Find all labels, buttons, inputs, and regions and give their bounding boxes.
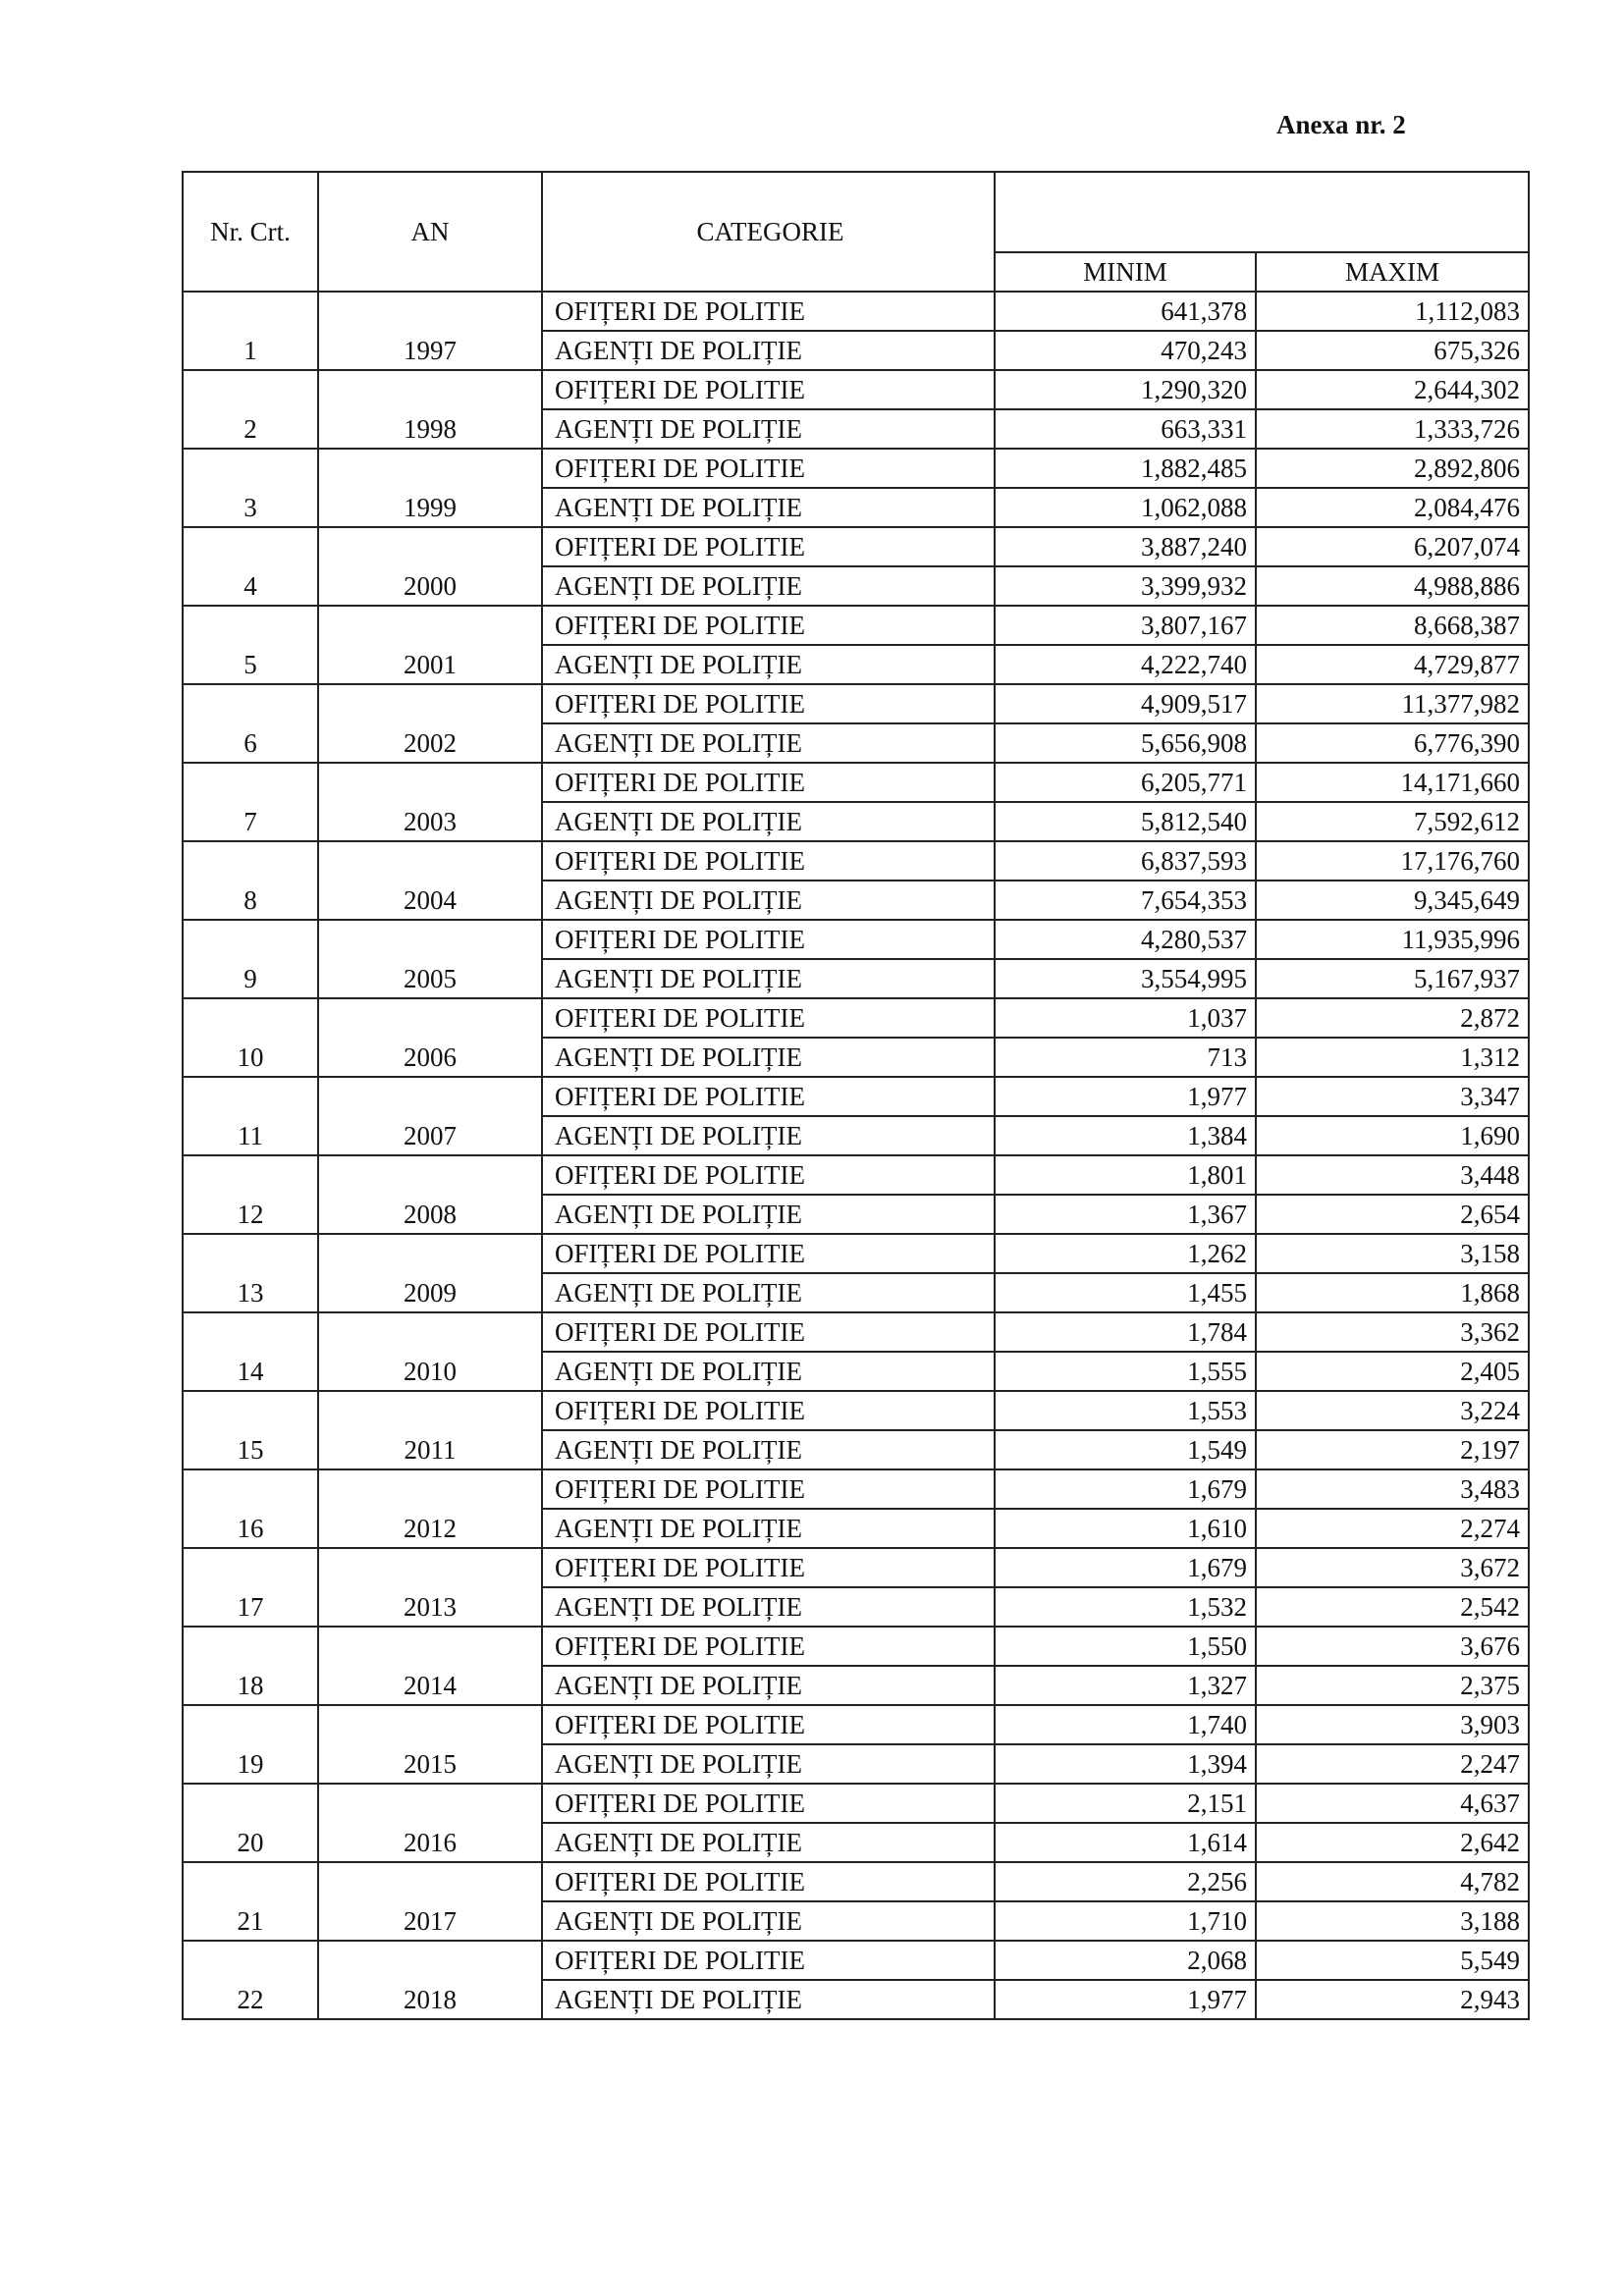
row-nr: 2 [183, 370, 318, 449]
annex-title: Anexa nr. 2 [1276, 110, 1406, 139]
ofiteri-minim: 2,256 [995, 1862, 1256, 1901]
category-ofiteri: OFIȚERI DE POLITIE [542, 1627, 995, 1666]
table-row [183, 1077, 1529, 1116]
ofiteri-minim: 1,784 [995, 1312, 1256, 1352]
category-agenti: AGENȚI DE POLIȚIE [542, 1901, 995, 1941]
category-ofiteri: OFIȚERI DE POLITIE [542, 1155, 995, 1195]
header-nr: Nr. Crt. [183, 172, 318, 292]
row-nr: 17 [183, 1548, 318, 1627]
ofiteri-minim: 4,909,517 [995, 684, 1256, 723]
agenti-minim: 1,062,088 [995, 488, 1256, 527]
row-nr: 3 [183, 449, 318, 527]
table-row [183, 1627, 1529, 1666]
ofiteri-maxim: 2,644,302 [1256, 370, 1529, 409]
category-agenti: AGENȚI DE POLIȚIE [542, 1038, 995, 1077]
table-row [183, 1234, 1529, 1273]
table-row [183, 449, 1529, 488]
row-year: 2003 [318, 763, 542, 841]
category-ofiteri: OFIȚERI DE POLITIE [542, 1391, 995, 1430]
ofiteri-maxim: 3,903 [1256, 1705, 1529, 1744]
ofiteri-minim: 3,807,167 [995, 606, 1256, 645]
agenti-minim: 4,222,740 [995, 645, 1256, 684]
category-agenti: AGENȚI DE POLIȚIE [542, 1116, 995, 1155]
ofiteri-minim: 1,553 [995, 1391, 1256, 1430]
row-year: 2010 [318, 1312, 542, 1391]
ofiteri-minim: 3,887,240 [995, 527, 1256, 566]
row-year: 1998 [318, 370, 542, 449]
table-row [183, 1784, 1529, 1823]
table-row [183, 1312, 1529, 1352]
category-agenti: AGENȚI DE POLIȚIE [542, 1587, 995, 1627]
agenti-minim: 470,243 [995, 331, 1256, 370]
row-nr: 9 [183, 920, 318, 998]
table-row [183, 998, 1529, 1038]
agenti-maxim: 7,592,612 [1256, 802, 1529, 841]
row-year: 1999 [318, 449, 542, 527]
row-year: 2017 [318, 1862, 542, 1941]
ofiteri-minim: 4,280,537 [995, 920, 1256, 959]
ofiteri-minim: 1,262 [995, 1234, 1256, 1273]
ofiteri-minim: 1,550 [995, 1627, 1256, 1666]
agenti-maxim: 2,197 [1256, 1430, 1529, 1469]
category-ofiteri: OFIȚERI DE POLITIE [542, 449, 995, 488]
row-year: 2014 [318, 1627, 542, 1705]
ofiteri-maxim: 3,448 [1256, 1155, 1529, 1195]
agenti-maxim: 4,988,886 [1256, 566, 1529, 606]
header-maxim: MAXIM [1256, 252, 1529, 292]
ofiteri-maxim: 3,362 [1256, 1312, 1529, 1352]
header-an: AN [318, 172, 542, 292]
category-agenti: AGENȚI DE POLIȚIE [542, 331, 995, 370]
table-row [183, 1941, 1529, 1980]
category-agenti: AGENȚI DE POLIȚIE [542, 488, 995, 527]
row-nr: 16 [183, 1469, 318, 1548]
table-row [183, 370, 1529, 409]
ofiteri-minim: 1,801 [995, 1155, 1256, 1195]
row-year: 2015 [318, 1705, 542, 1784]
row-nr: 19 [183, 1705, 318, 1784]
ofiteri-maxim: 11,935,996 [1256, 920, 1529, 959]
row-nr: 15 [183, 1391, 318, 1469]
agenti-minim: 3,554,995 [995, 959, 1256, 998]
agenti-minim: 5,812,540 [995, 802, 1256, 841]
category-agenti: AGENȚI DE POLIȚIE [542, 802, 995, 841]
row-year: 1997 [318, 292, 542, 370]
row-year: 2004 [318, 841, 542, 920]
category-ofiteri: OFIȚERI DE POLITIE [542, 527, 995, 566]
row-year: 2018 [318, 1941, 542, 2019]
category-ofiteri: OFIȚERI DE POLITIE [542, 1941, 995, 1980]
header-minim: MINIM [995, 252, 1256, 292]
ofiteri-maxim: 14,171,660 [1256, 763, 1529, 802]
row-nr: 10 [183, 998, 318, 1077]
row-nr: 21 [183, 1862, 318, 1941]
category-agenti: AGENȚI DE POLIȚIE [542, 1823, 995, 1862]
row-nr: 8 [183, 841, 318, 920]
category-agenti: AGENȚI DE POLIȚIE [542, 1744, 995, 1784]
row-nr: 22 [183, 1941, 318, 2019]
row-year: 2000 [318, 527, 542, 606]
ofiteri-minim: 1,679 [995, 1469, 1256, 1509]
row-year: 2013 [318, 1548, 542, 1627]
row-year: 2005 [318, 920, 542, 998]
category-ofiteri: OFIȚERI DE POLITIE [542, 1705, 995, 1744]
table-row [183, 1705, 1529, 1744]
agenti-minim: 1,614 [995, 1823, 1256, 1862]
agenti-maxim: 6,776,390 [1256, 723, 1529, 763]
ofiteri-maxim: 17,176,760 [1256, 841, 1529, 881]
row-year: 2009 [318, 1234, 542, 1312]
row-nr: 11 [183, 1077, 318, 1155]
category-agenti: AGENȚI DE POLIȚIE [542, 1666, 995, 1705]
table-row [183, 1155, 1529, 1195]
row-nr: 12 [183, 1155, 318, 1234]
category-agenti: AGENȚI DE POLIȚIE [542, 723, 995, 763]
table-row [183, 763, 1529, 802]
row-year: 2007 [318, 1077, 542, 1155]
agenti-minim: 1,610 [995, 1509, 1256, 1548]
category-ofiteri: OFIȚERI DE POLITIE [542, 920, 995, 959]
row-nr: 1 [183, 292, 318, 370]
category-agenti: AGENȚI DE POLIȚIE [542, 959, 995, 998]
ofiteri-maxim: 4,637 [1256, 1784, 1529, 1823]
category-ofiteri: OFIȚERI DE POLITIE [542, 370, 995, 409]
category-agenti: AGENȚI DE POLIȚIE [542, 1273, 995, 1312]
agenti-maxim: 5,167,937 [1256, 959, 1529, 998]
category-ofiteri: OFIȚERI DE POLITIE [542, 684, 995, 723]
category-ofiteri: OFIȚERI DE POLITIE [542, 1077, 995, 1116]
table-row [183, 1469, 1529, 1509]
category-ofiteri: OFIȚERI DE POLITIE [542, 763, 995, 802]
row-year: 2002 [318, 684, 542, 763]
category-agenti: AGENȚI DE POLIȚIE [542, 1509, 995, 1548]
agenti-maxim: 9,345,649 [1256, 881, 1529, 920]
agenti-maxim: 2,247 [1256, 1744, 1529, 1784]
agenti-minim: 1,549 [995, 1430, 1256, 1469]
ofiteri-maxim: 6,207,074 [1256, 527, 1529, 566]
ofiteri-minim: 2,151 [995, 1784, 1256, 1823]
category-ofiteri: OFIȚERI DE POLITIE [542, 292, 995, 331]
agenti-maxim: 2,084,476 [1256, 488, 1529, 527]
ofiteri-maxim: 3,158 [1256, 1234, 1529, 1273]
ofiteri-maxim: 11,377,982 [1256, 684, 1529, 723]
agenti-minim: 1,455 [995, 1273, 1256, 1312]
agenti-minim: 5,656,908 [995, 723, 1256, 763]
agenti-minim: 7,654,353 [995, 881, 1256, 920]
ofiteri-minim: 1,679 [995, 1548, 1256, 1587]
agenti-maxim: 2,405 [1256, 1352, 1529, 1391]
row-nr: 18 [183, 1627, 318, 1705]
table-row [183, 527, 1529, 566]
table-row [183, 684, 1529, 723]
ofiteri-minim: 6,205,771 [995, 763, 1256, 802]
ofiteri-minim: 641,378 [995, 292, 1256, 331]
category-ofiteri: OFIȚERI DE POLITIE [542, 1234, 995, 1273]
ofiteri-minim: 1,037 [995, 998, 1256, 1038]
category-ofiteri: OFIȚERI DE POLITIE [542, 606, 995, 645]
agenti-minim: 1,367 [995, 1195, 1256, 1234]
agenti-maxim: 1,690 [1256, 1116, 1529, 1155]
ofiteri-minim: 1,977 [995, 1077, 1256, 1116]
category-agenti: AGENȚI DE POLIȚIE [542, 566, 995, 606]
category-ofiteri: OFIȚERI DE POLITIE [542, 1862, 995, 1901]
row-nr: 6 [183, 684, 318, 763]
agenti-minim: 1,710 [995, 1901, 1256, 1941]
agenti-minim: 3,399,932 [995, 566, 1256, 606]
ofiteri-minim: 2,068 [995, 1941, 1256, 1980]
row-nr: 7 [183, 763, 318, 841]
row-year: 2011 [318, 1391, 542, 1469]
agenti-maxim: 2,542 [1256, 1587, 1529, 1627]
agenti-maxim: 2,943 [1256, 1980, 1529, 2019]
row-nr: 14 [183, 1312, 318, 1391]
row-year: 2001 [318, 606, 542, 684]
ofiteri-maxim: 3,672 [1256, 1548, 1529, 1587]
ofiteri-maxim: 5,549 [1256, 1941, 1529, 1980]
table-row [183, 1548, 1529, 1587]
agenti-maxim: 4,729,877 [1256, 645, 1529, 684]
ofiteri-minim: 6,837,593 [995, 841, 1256, 881]
agenti-maxim: 2,642 [1256, 1823, 1529, 1862]
table-row [183, 1391, 1529, 1430]
ofiteri-maxim: 3,347 [1256, 1077, 1529, 1116]
row-nr: 20 [183, 1784, 318, 1862]
table-row [183, 920, 1529, 959]
category-agenti: AGENȚI DE POLIȚIE [542, 1352, 995, 1391]
table-row [183, 606, 1529, 645]
agenti-maxim: 1,868 [1256, 1273, 1529, 1312]
header-blank [995, 172, 1529, 252]
agenti-minim: 1,384 [995, 1116, 1256, 1155]
ofiteri-maxim: 4,782 [1256, 1862, 1529, 1901]
category-ofiteri: OFIȚERI DE POLITIE [542, 1784, 995, 1823]
ofiteri-minim: 1,882,485 [995, 449, 1256, 488]
ofiteri-maxim: 3,483 [1256, 1469, 1529, 1509]
agenti-minim: 1,394 [995, 1744, 1256, 1784]
row-year: 2008 [318, 1155, 542, 1234]
table-row [183, 1862, 1529, 1901]
category-agenti: AGENȚI DE POLIȚIE [542, 409, 995, 449]
row-year: 2016 [318, 1784, 542, 1862]
ofiteri-maxim: 1,112,083 [1256, 292, 1529, 331]
table-row [183, 841, 1529, 881]
row-nr: 5 [183, 606, 318, 684]
ofiteri-maxim: 3,224 [1256, 1391, 1529, 1430]
ofiteri-minim: 1,740 [995, 1705, 1256, 1744]
row-nr: 13 [183, 1234, 318, 1312]
agenti-minim: 1,555 [995, 1352, 1256, 1391]
agenti-minim: 1,327 [995, 1666, 1256, 1705]
category-ofiteri: OFIȚERI DE POLITIE [542, 1548, 995, 1587]
category-ofiteri: OFIȚERI DE POLITIE [542, 841, 995, 881]
agenti-maxim: 1,312 [1256, 1038, 1529, 1077]
ofiteri-minim: 1,290,320 [995, 370, 1256, 409]
agenti-minim: 713 [995, 1038, 1256, 1077]
category-agenti: AGENȚI DE POLIȚIE [542, 1430, 995, 1469]
agenti-maxim: 2,274 [1256, 1509, 1529, 1548]
row-nr: 4 [183, 527, 318, 606]
ofiteri-maxim: 2,892,806 [1256, 449, 1529, 488]
ofiteri-maxim: 8,668,387 [1256, 606, 1529, 645]
salary-table [182, 171, 1530, 2020]
agenti-maxim: 2,375 [1256, 1666, 1529, 1705]
agenti-minim: 1,977 [995, 1980, 1256, 2019]
agenti-minim: 1,532 [995, 1587, 1256, 1627]
agenti-maxim: 1,333,726 [1256, 409, 1529, 449]
category-ofiteri: OFIȚERI DE POLITIE [542, 998, 995, 1038]
agenti-maxim: 2,654 [1256, 1195, 1529, 1234]
category-agenti: AGENȚI DE POLIȚIE [542, 1195, 995, 1234]
category-ofiteri: OFIȚERI DE POLITIE [542, 1469, 995, 1509]
table-row [183, 292, 1529, 331]
ofiteri-maxim: 2,872 [1256, 998, 1529, 1038]
category-agenti: AGENȚI DE POLIȚIE [542, 1980, 995, 2019]
row-year: 2006 [318, 998, 542, 1077]
ofiteri-maxim: 3,676 [1256, 1627, 1529, 1666]
header-categorie: CATEGORIE [542, 172, 995, 292]
category-agenti: AGENȚI DE POLIȚIE [542, 881, 995, 920]
agenti-maxim: 675,326 [1256, 331, 1529, 370]
category-ofiteri: OFIȚERI DE POLITIE [542, 1312, 995, 1352]
category-agenti: AGENȚI DE POLIȚIE [542, 645, 995, 684]
agenti-minim: 663,331 [995, 409, 1256, 449]
agenti-maxim: 3,188 [1256, 1901, 1529, 1941]
row-year: 2012 [318, 1469, 542, 1548]
